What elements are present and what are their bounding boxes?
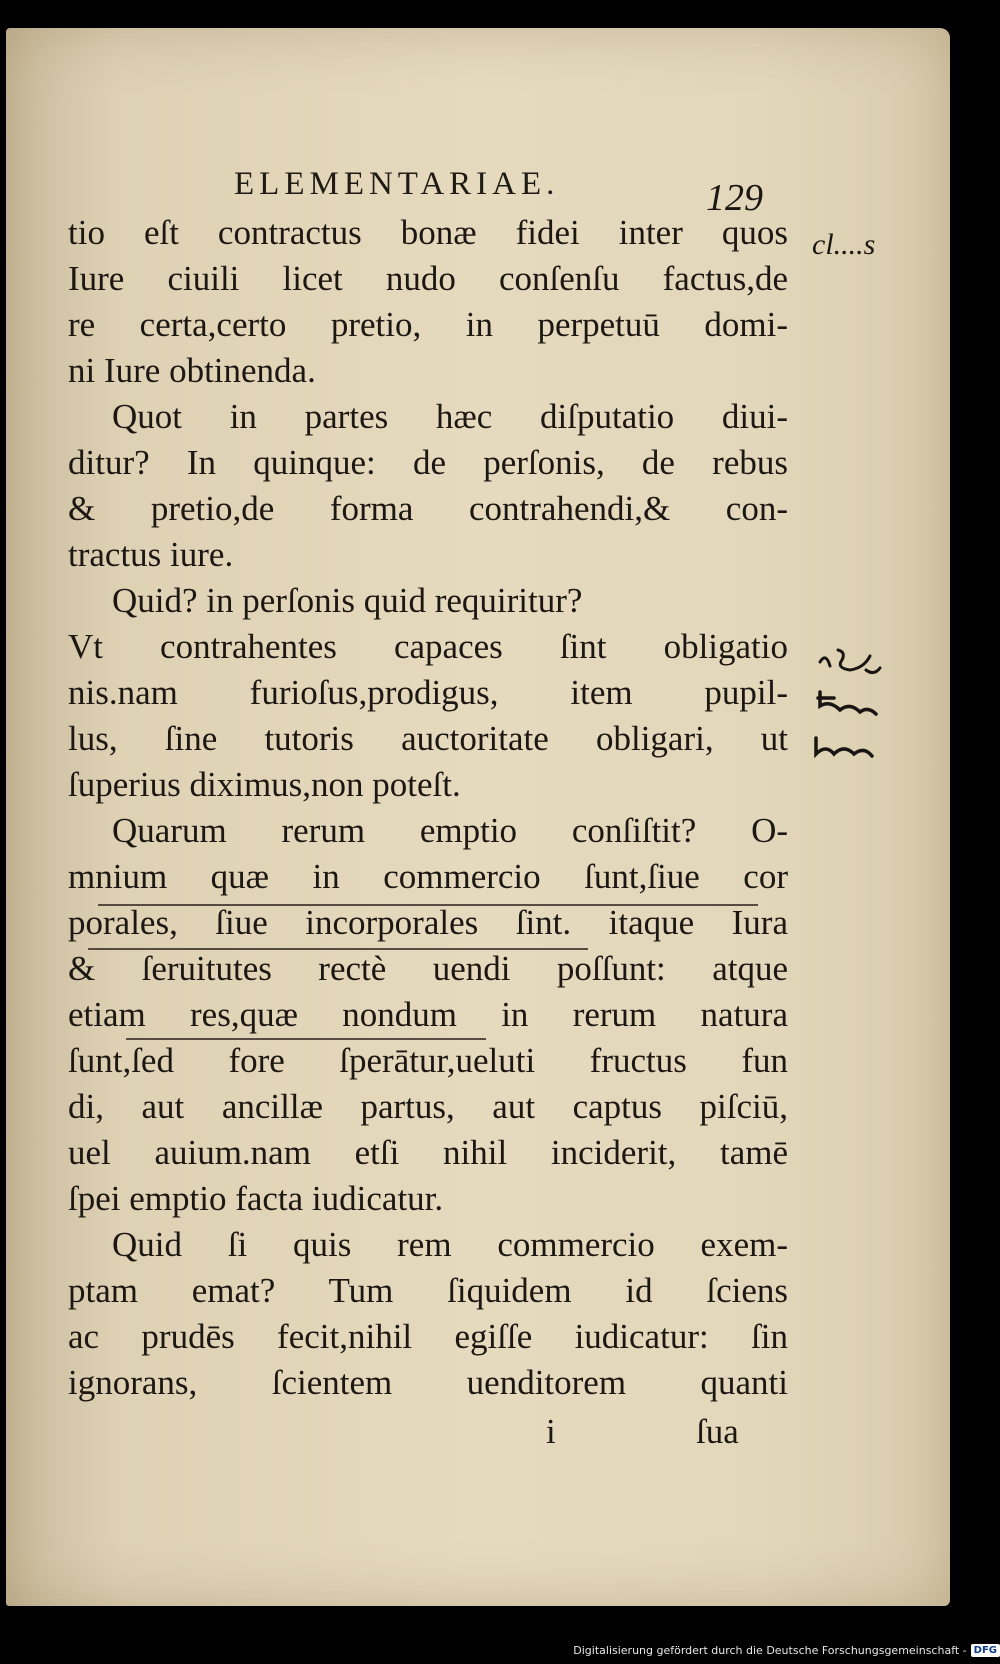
digitization-credit: [570, 1640, 1000, 1660]
margin-annotation: cl....s: [812, 228, 876, 261]
text-line: re certa,certo pretio, in perpetuū domi-: [68, 305, 788, 344]
credit-text: Digitalisierung gefördert durch die Deutsche Forschungsgemeinschaft -: [573, 1643, 967, 1657]
ink-underline: [88, 948, 588, 950]
text-line: ignorans, ſcientem uenditorem quanti: [68, 1363, 788, 1402]
signature-mark: i: [546, 1412, 556, 1451]
catchword: ſua: [696, 1412, 739, 1451]
text-line: ditur? In quinque: de perſonis, de rebus: [68, 443, 788, 482]
text-line: lus, ſine tutoris auctoritate obligari, ut: [68, 719, 788, 758]
page-header: [234, 146, 794, 219]
catchword-row: [546, 1412, 766, 1458]
text-line: ſunt,ſed fore ſperātur,ueluti fructus fun: [68, 1041, 788, 1080]
text-line: ſuperius diximus,non poteſt.: [68, 765, 461, 804]
text-line: porales, ſiue incorporales ſint. itaque Iura: [68, 903, 788, 942]
text-line: Iure ciuili licet nudo conſenſu factus,de: [68, 259, 788, 298]
text-line: Quot in partes hæc diſputatio diui-: [112, 397, 788, 436]
margin-ink-mark: [812, 732, 882, 762]
text-line: ni Iure obtinenda.: [68, 351, 316, 390]
book-page: [6, 28, 950, 1606]
text-line: Vt contrahentes capaces ſint obligatio: [68, 627, 788, 666]
text-line: ac prudēs fecit,nihil egiſſe iudicatur: ſin: [68, 1317, 788, 1356]
text-line: ſpei emptio facta iudicatur.: [68, 1179, 444, 1218]
text-line: etiam res,quæ nondum in rerum natura: [68, 995, 788, 1034]
running-head: ELEMENTARIAE.: [234, 166, 560, 202]
ink-underline: [98, 904, 758, 906]
text-line: di, aut ancillæ partus, aut captus piſciū,: [68, 1087, 788, 1126]
margin-ink-mark: [816, 644, 886, 684]
text-line: Quid? in perſonis quid requiritur?: [112, 581, 583, 620]
text-line: uel auium.nam etſi nihil inciderit, tamē: [68, 1133, 788, 1172]
text-line: Quid ſi quis rem commercio exem-: [112, 1225, 788, 1264]
text-line: & pretio,de forma contrahendi,& con-: [68, 489, 788, 528]
text-line: nis.nam furioſus,prodigus, item pupil-: [68, 673, 788, 712]
text-line: Quarum rerum emptio conſiſtit? O-: [112, 811, 788, 850]
text-line: ptam emat? Tum ſiquidem id ſciens: [68, 1271, 788, 1310]
folio-number: 129: [706, 177, 763, 219]
ink-underline: [126, 1038, 486, 1040]
text-line: tio eſt contractus bonæ fidei inter quos: [68, 213, 788, 252]
margin-ink-mark: [814, 688, 884, 718]
text-line: & ſeruitutes rectè uendi poſſunt: atque: [68, 949, 788, 988]
text-block: [68, 210, 788, 1406]
text-line: mnium quæ in commercio ſunt,ſiue cor: [68, 857, 788, 896]
text-line: tractus iure.: [68, 535, 234, 574]
dfg-logo: DFG: [971, 1644, 1000, 1657]
